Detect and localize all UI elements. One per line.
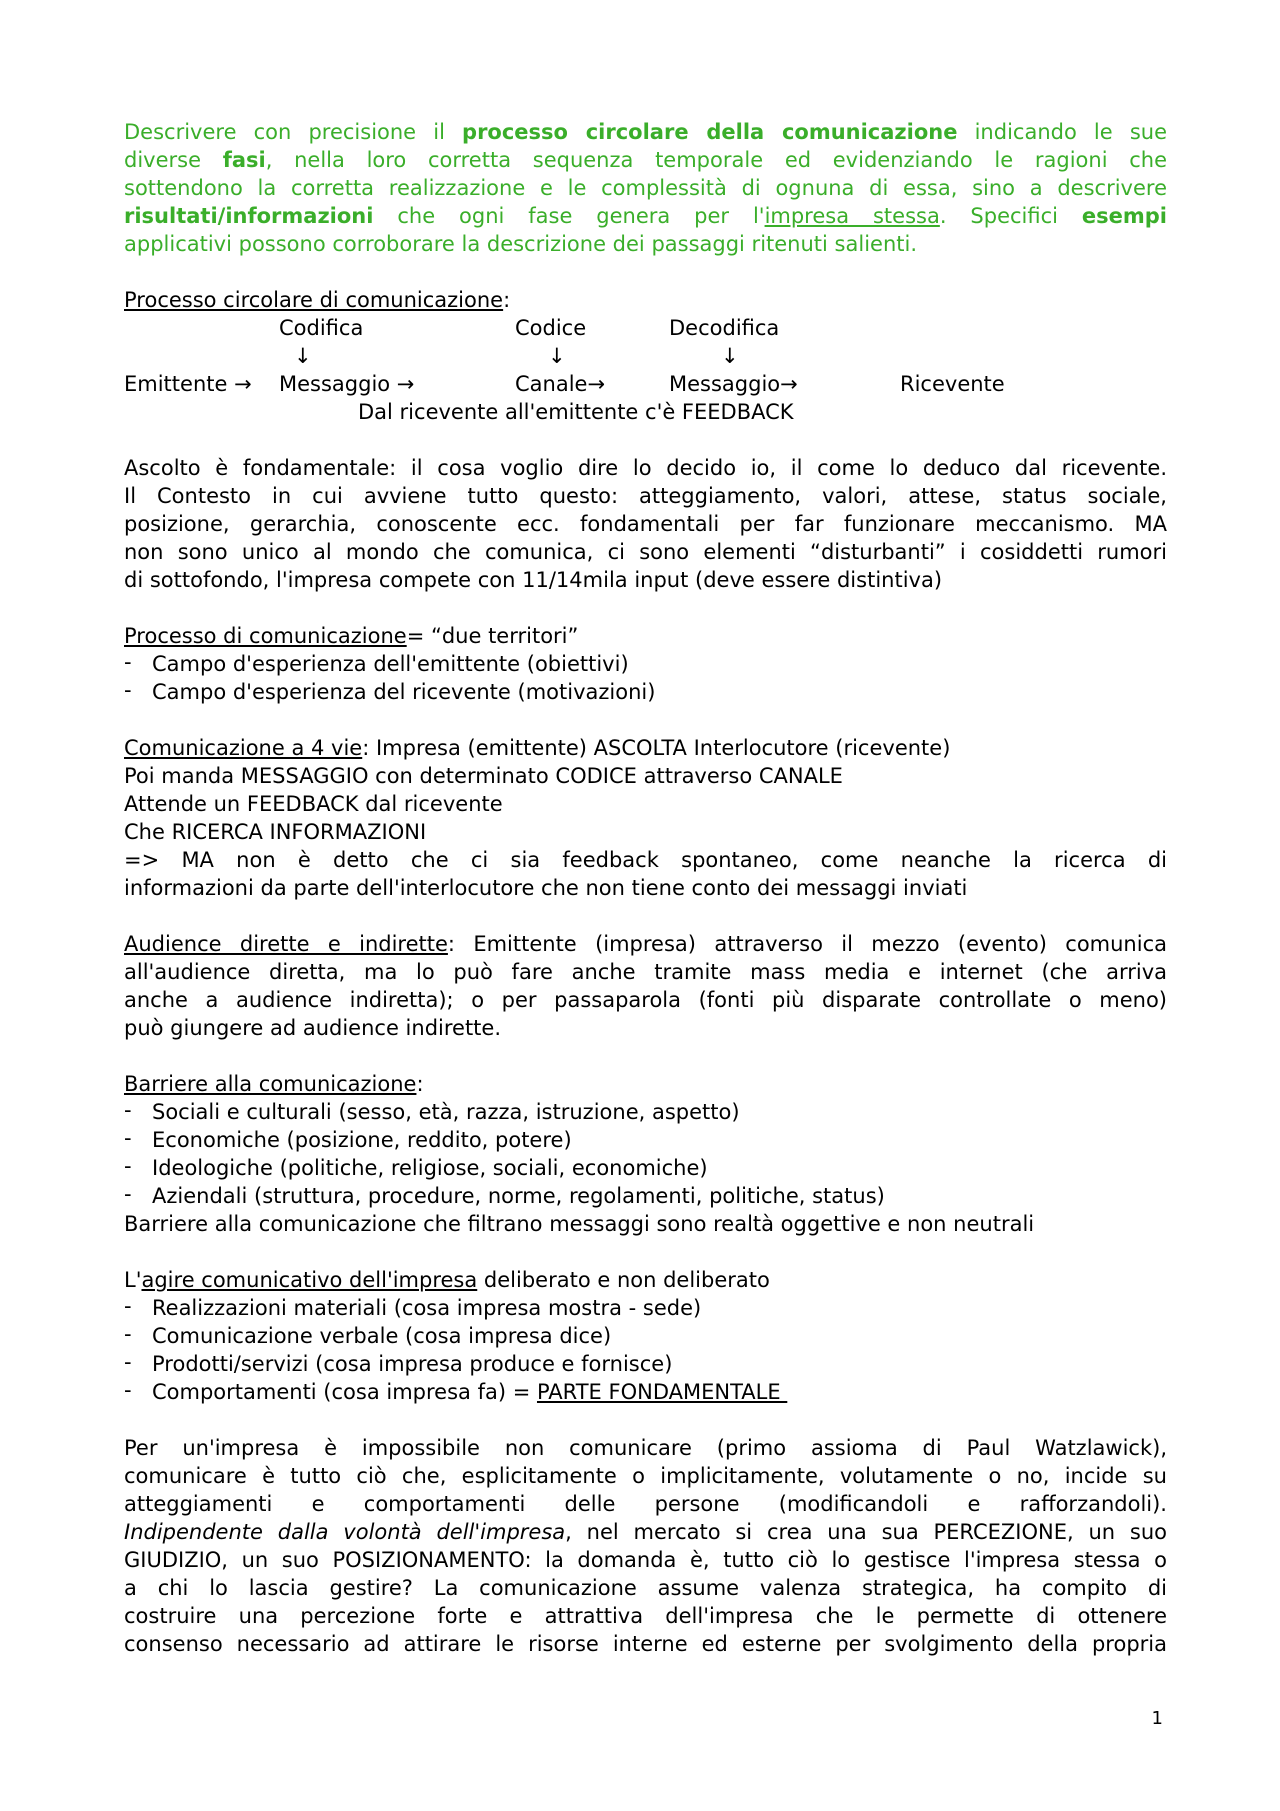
list-item-text: Ideologiche (politiche, religiose, sociali, economiche) [152,1156,708,1180]
list-item-text: Campo d'esperienza dell'emittente (obiettivi) [152,652,629,676]
list-item-text: Aziendali (struttura, procedure, norme, regolamenti, politiche, status) [152,1184,885,1208]
text: Comportamenti (cosa impresa fa) = [152,1380,537,1404]
feedback-note: Dal ricevente all'emittente c'è FEEDBACK [358,400,794,424]
text: deliberato e non deliberato [477,1268,770,1292]
ascolto-paragraph [124,454,1167,594]
intro-line: sottendono la corretta realizzazione e le complessità di ognuna di essa, sino a descrivere [124,176,1167,200]
list-item-text: Economiche (posizione, reddito, potere) [152,1128,572,1152]
label-emittente: Emittente → [124,372,252,396]
bullet-dash: - [124,1294,132,1318]
text-line: Per un'impresa è impossibile non comunicare (primo assioma di Paul Watzlawick), [124,1436,1167,1460]
text-line: comunicare è tutto ciò che, esplicitamente o implicitamente, volutamente o no, incide su [124,1464,1167,1488]
final-paragraph [124,1434,1167,1658]
text-line: all'audience diretta, ma lo può fare anche tramite mass media e internet (che arriva [124,960,1167,984]
text-line: costruire una percezione forte e attrattiva dell'impresa che le permette di ottenere [124,1604,1167,1628]
italic-text: Indipendente dalla volontà dell'impresa [124,1520,566,1544]
audience-heading-line [124,930,1167,958]
intro-line: applicativi possono corroborare la descrizione dei passaggi ritenuti salienti. [124,232,917,256]
list-item [124,650,1167,678]
text-line: non sono unico al mondo che comunica, ci sono elementi “disturbanti” i cosiddetti rumori [124,540,1167,564]
list-item-text [152,1378,787,1406]
label-ricevente: Ricevente [900,372,1005,396]
bold-text: esempi [1081,204,1168,228]
text: , nel mercato si crea una sua PERCEZIONE, un suo [565,1520,1168,1544]
text: , nella loro corretta sequenza temporale ed evidenziando le ragioni che [265,148,1167,172]
text-line: Che RICERCA INFORMAZIONI [124,820,427,844]
bullet-dash: - [124,1182,132,1206]
text: diverse [124,148,223,172]
bullet-dash: - [124,1154,132,1178]
bold-text: processo circolare della comunicazione [462,120,958,144]
section-heading: Processo di comunicazione [124,624,407,648]
list-item-text: Sociali e culturali (sesso, età, razza, istruzione, aspetto) [152,1100,740,1124]
bold-text: risultati/informazioni [124,204,374,228]
text-line: a chi lo lascia gestire? La comunicazione assume valenza strategica, ha compito di [124,1576,1167,1600]
section-heading: Processo circolare di comunicazione [124,288,504,312]
bullet-dash: - [124,1098,132,1122]
text-line: Barriere alla comunicazione che filtrano messaggi sono realtà oggettive e non neutrali [124,1212,1035,1236]
bullet-dash: - [124,1350,132,1374]
underlined-text: impresa stessa [764,204,940,228]
barriere-heading-line [124,1070,1167,1098]
text: indicando le sue [957,120,1167,144]
bold-text: fasi [222,148,266,172]
label-canale: Canale→ [515,372,606,396]
text-line: Attende un FEEDBACK dal ricevente [124,792,503,816]
bullet-dash: - [124,678,132,702]
page-number: 1 [1151,1708,1163,1729]
intro-line [124,118,1167,146]
down-arrow-icon: ↓ [721,344,739,368]
label-codice: Codice [515,316,587,340]
section-heading: Barriere alla comunicazione [124,1072,417,1096]
text: L' [124,1268,142,1292]
down-arrow-icon: ↓ [548,344,566,368]
text: : [503,288,511,312]
text: : Emittente (impresa) attraverso il mezzo (evento) comunica [447,932,1167,956]
text: Descrivere con precisione il [124,120,463,144]
text: . Specifici [939,204,1082,228]
bullet-dash: - [124,1126,132,1150]
list-item [124,1322,1167,1350]
text-line: informazioni da parte dell'interlocutore che non tiene conto dei messaggi inviati [124,876,968,900]
section-heading: agire comunicativo dell'impresa [141,1268,478,1292]
list-item [124,1098,1167,1126]
text-line: può giungere ad audience indirette. [124,1016,502,1040]
territori-heading-line [124,622,1167,650]
text-line [124,1518,1167,1546]
agire-heading-line [124,1266,1167,1294]
document-page [124,118,1167,1658]
list-item-text: Prodotti/servizi (cosa impresa produce e fornisce) [152,1352,673,1376]
list-item [124,1126,1167,1154]
vie-heading-line [124,734,1167,762]
label-messaggio: Messaggio→ [669,372,798,396]
list-item [124,1294,1167,1322]
text-line: consenso necessario ad attirare le risorse interne ed esterne per svolgimento della propria [124,1632,1167,1656]
communication-diagram [124,314,1167,426]
text-line: Poi manda MESSAGGIO con determinato CODICE attraverso CANALE [124,764,843,788]
underlined-text: PARTE FONDAMENTALE [536,1380,788,1404]
label-decodifica: Decodifica [669,316,780,340]
diagram-heading-line [124,286,1167,314]
text: che ogni fase genera per l' [373,204,765,228]
list-item-text: Realizzazioni materiali (cosa impresa mostra - sede) [152,1296,702,1320]
label-codifica: Codifica [279,316,364,340]
list-item-text: Comunicazione verbale (cosa impresa dice) [152,1324,612,1348]
text-line: Il Contesto in cui avviene tutto questo: atteggiamento, valori, attese, status sociale, [124,484,1167,508]
text-line: Ascolto è fondamentale: il cosa voglio dire lo decido io, il come lo deduco dal ricevente. [124,456,1167,480]
list-item [124,1154,1167,1182]
bullet-dash: - [124,1378,132,1402]
list-item [124,1378,1167,1406]
section-heading: Comunicazione a 4 vie [124,736,363,760]
list-item [124,1350,1167,1378]
bullet-dash: - [124,1322,132,1346]
list-item-text: Campo d'esperienza del ricevente (motivazioni) [152,680,656,704]
list-item [124,678,1167,706]
text-line: GIUDIZIO, un suo POSIZIONAMENTO: la domanda è, tutto ciò lo gestisce l'impresa stessa o [124,1548,1167,1572]
text: = “due territori” [406,624,579,648]
text: : [416,1072,424,1096]
down-arrow-icon: ↓ [294,344,312,368]
text-line: anche a audience indiretta); o per passaparola (fonti più disparate controllate o meno) [124,988,1167,1012]
text-line: atteggiamenti e comportamenti delle persone (modificandoli e rafforzandoli). [124,1492,1167,1516]
text-line: posizione, gerarchia, conoscente ecc. fondamentali per far funzionare meccanismo. MA [124,512,1167,536]
text-line: => MA non è detto che ci sia feedback spontaneo, come neanche la ricerca di [124,848,1167,872]
intro-line [124,202,1167,230]
intro-paragraph [124,118,1167,258]
list-item [124,1182,1167,1210]
bullet-dash: - [124,650,132,674]
text: : Impresa (emittente) ASCOLTA Interlocutore (ricevente) [362,736,951,760]
text-line: di sottofondo, l'impresa compete con 11/14mila input (deve essere distintiva) [124,568,943,592]
label-messaggio: Messaggio → [279,372,415,396]
intro-line [124,146,1167,174]
section-heading: Audience dirette e indirette [124,932,448,956]
